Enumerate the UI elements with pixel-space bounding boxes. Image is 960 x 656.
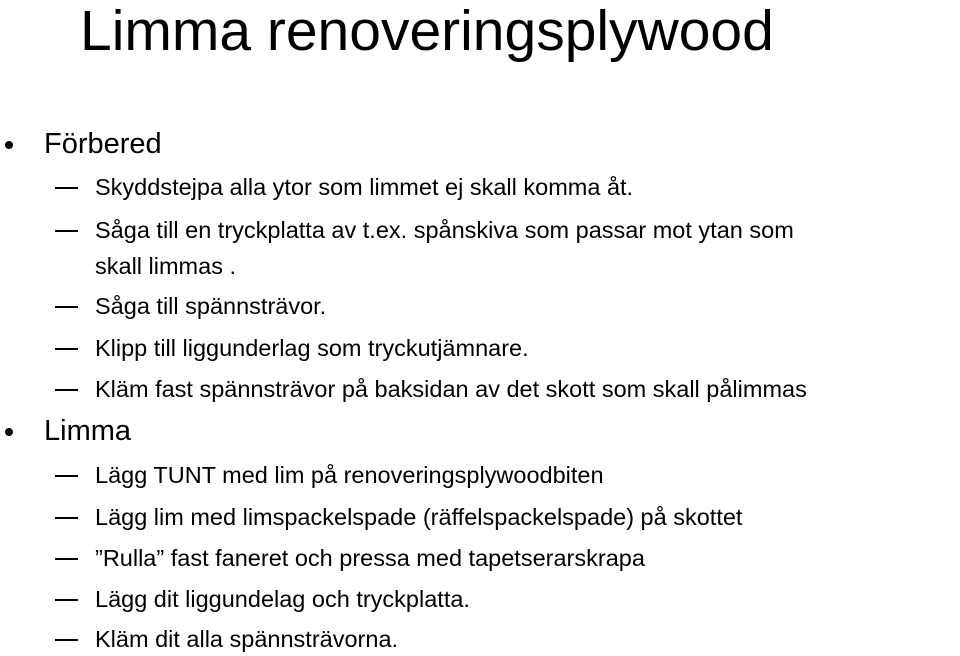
dash-icon bbox=[55, 558, 78, 560]
sub-item-continuation bbox=[95, 249, 236, 283]
dash-icon bbox=[55, 187, 78, 189]
sub-item bbox=[95, 372, 807, 406]
slide-title: Limma renoveringsplywood bbox=[80, 0, 774, 63]
sub-item-text: Lägg dit liggundelag och tryckplatta. bbox=[95, 586, 470, 612]
sub-item bbox=[95, 622, 398, 656]
section-heading: Förbered bbox=[44, 128, 162, 160]
sub-item-text: ”Rulla” fast faneret och pressa med tapetserarskrapa bbox=[95, 545, 645, 571]
dash-icon bbox=[55, 599, 78, 601]
sub-item-text: Såga till spännsträvor. bbox=[95, 293, 327, 319]
sub-item-text: skall limmas . bbox=[95, 253, 237, 279]
dash-icon bbox=[55, 230, 78, 232]
bullet-item-forbered bbox=[44, 127, 162, 161]
bullet-dot-icon bbox=[5, 141, 13, 149]
dash-icon bbox=[55, 517, 78, 519]
dash-icon bbox=[55, 348, 78, 350]
sub-item-text: Skyddstejpa alla ytor som limmet ej skall komma åt. bbox=[95, 174, 634, 200]
sub-item bbox=[95, 458, 604, 492]
dash-icon bbox=[55, 639, 78, 641]
sub-item bbox=[95, 541, 645, 575]
sub-item bbox=[95, 331, 529, 365]
sub-item bbox=[95, 213, 794, 247]
sub-item bbox=[95, 289, 326, 323]
sub-item-text: Klipp till liggunderlag som tryckutjämnare. bbox=[95, 335, 529, 361]
sub-item-text: Kläm fast spännsträvor på baksidan av det skott som skall pålimmas bbox=[95, 376, 807, 402]
dash-icon bbox=[55, 306, 78, 308]
sub-item bbox=[95, 170, 633, 204]
sub-item bbox=[95, 500, 742, 534]
dash-icon bbox=[55, 389, 78, 391]
sub-item-text: Lägg TUNT med lim på renoveringsplywoodbiten bbox=[95, 462, 604, 488]
sub-item-text: Kläm dit alla spännsträvorna. bbox=[95, 626, 399, 652]
dash-icon bbox=[55, 475, 78, 477]
sub-item-text: Lägg lim med limspackelspade (räffelspackelspade) på skottet bbox=[95, 504, 743, 530]
sub-item bbox=[95, 582, 470, 616]
section-heading: Limma bbox=[44, 415, 132, 447]
bullet-dot-icon bbox=[5, 428, 13, 436]
sub-item-text: Såga till en tryckplatta av t.ex. spånskiva som passar mot ytan som bbox=[95, 217, 794, 243]
bullet-item-limma bbox=[44, 414, 131, 448]
